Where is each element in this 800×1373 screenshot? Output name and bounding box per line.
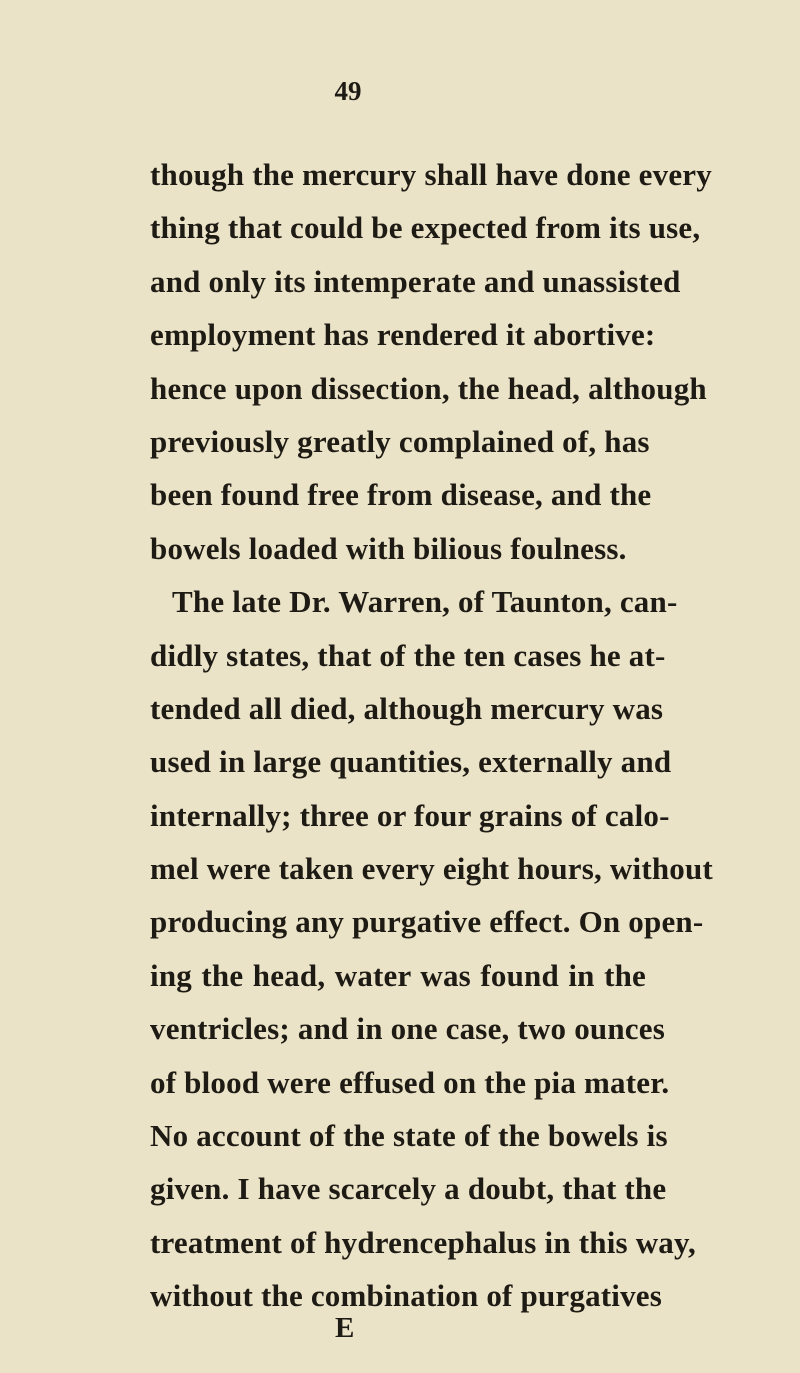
text-line: didly states, that of the ten cases he at- [150,637,666,673]
text-line: without the combination of purgatives [150,1278,663,1314]
text-line: and only its intemperate and unassisted [150,263,681,299]
text-line: producing any purgative effect. On open- [150,904,704,940]
text-line: previously greatly complained of, has [150,423,650,459]
signature-mark: E [335,1312,355,1344]
text-line: though the mercury shall have done every [150,157,712,192]
text-line: tended all died, although mercury was [150,690,664,726]
body-text [150,148,713,1323]
text-line: hence upon dissection, the head, although [150,370,707,406]
text-line: mel were taken every eight hours, without [150,851,713,887]
text-line: ing the head, water was found in the [150,957,646,993]
text-line: given. I have scarcely a doubt, that the [150,1171,667,1207]
text-line: bowels loaded with bilious foulness. [150,530,627,566]
text-line: internally; three or four grains of calo- [150,797,670,833]
text-line: treatment of hydrencephalus in this way, [150,1224,696,1260]
page-number: 49 [334,76,362,106]
text-line: ventricles; and in one case, two ounces [150,1011,665,1047]
text-line: The late Dr. Warren, of Taunton, can- [172,584,678,620]
text-line: been found free from disease, and the [150,477,652,513]
text-line: thing that could be expected from its use, [150,210,701,246]
text-line: used in large quantities, externally and [150,744,672,780]
text-line: of blood were effused on the pia mater. [150,1064,670,1100]
text-line: No account of the state of the bowels is [150,1118,668,1154]
text-line: employment has rendered it abortive: [150,317,656,353]
